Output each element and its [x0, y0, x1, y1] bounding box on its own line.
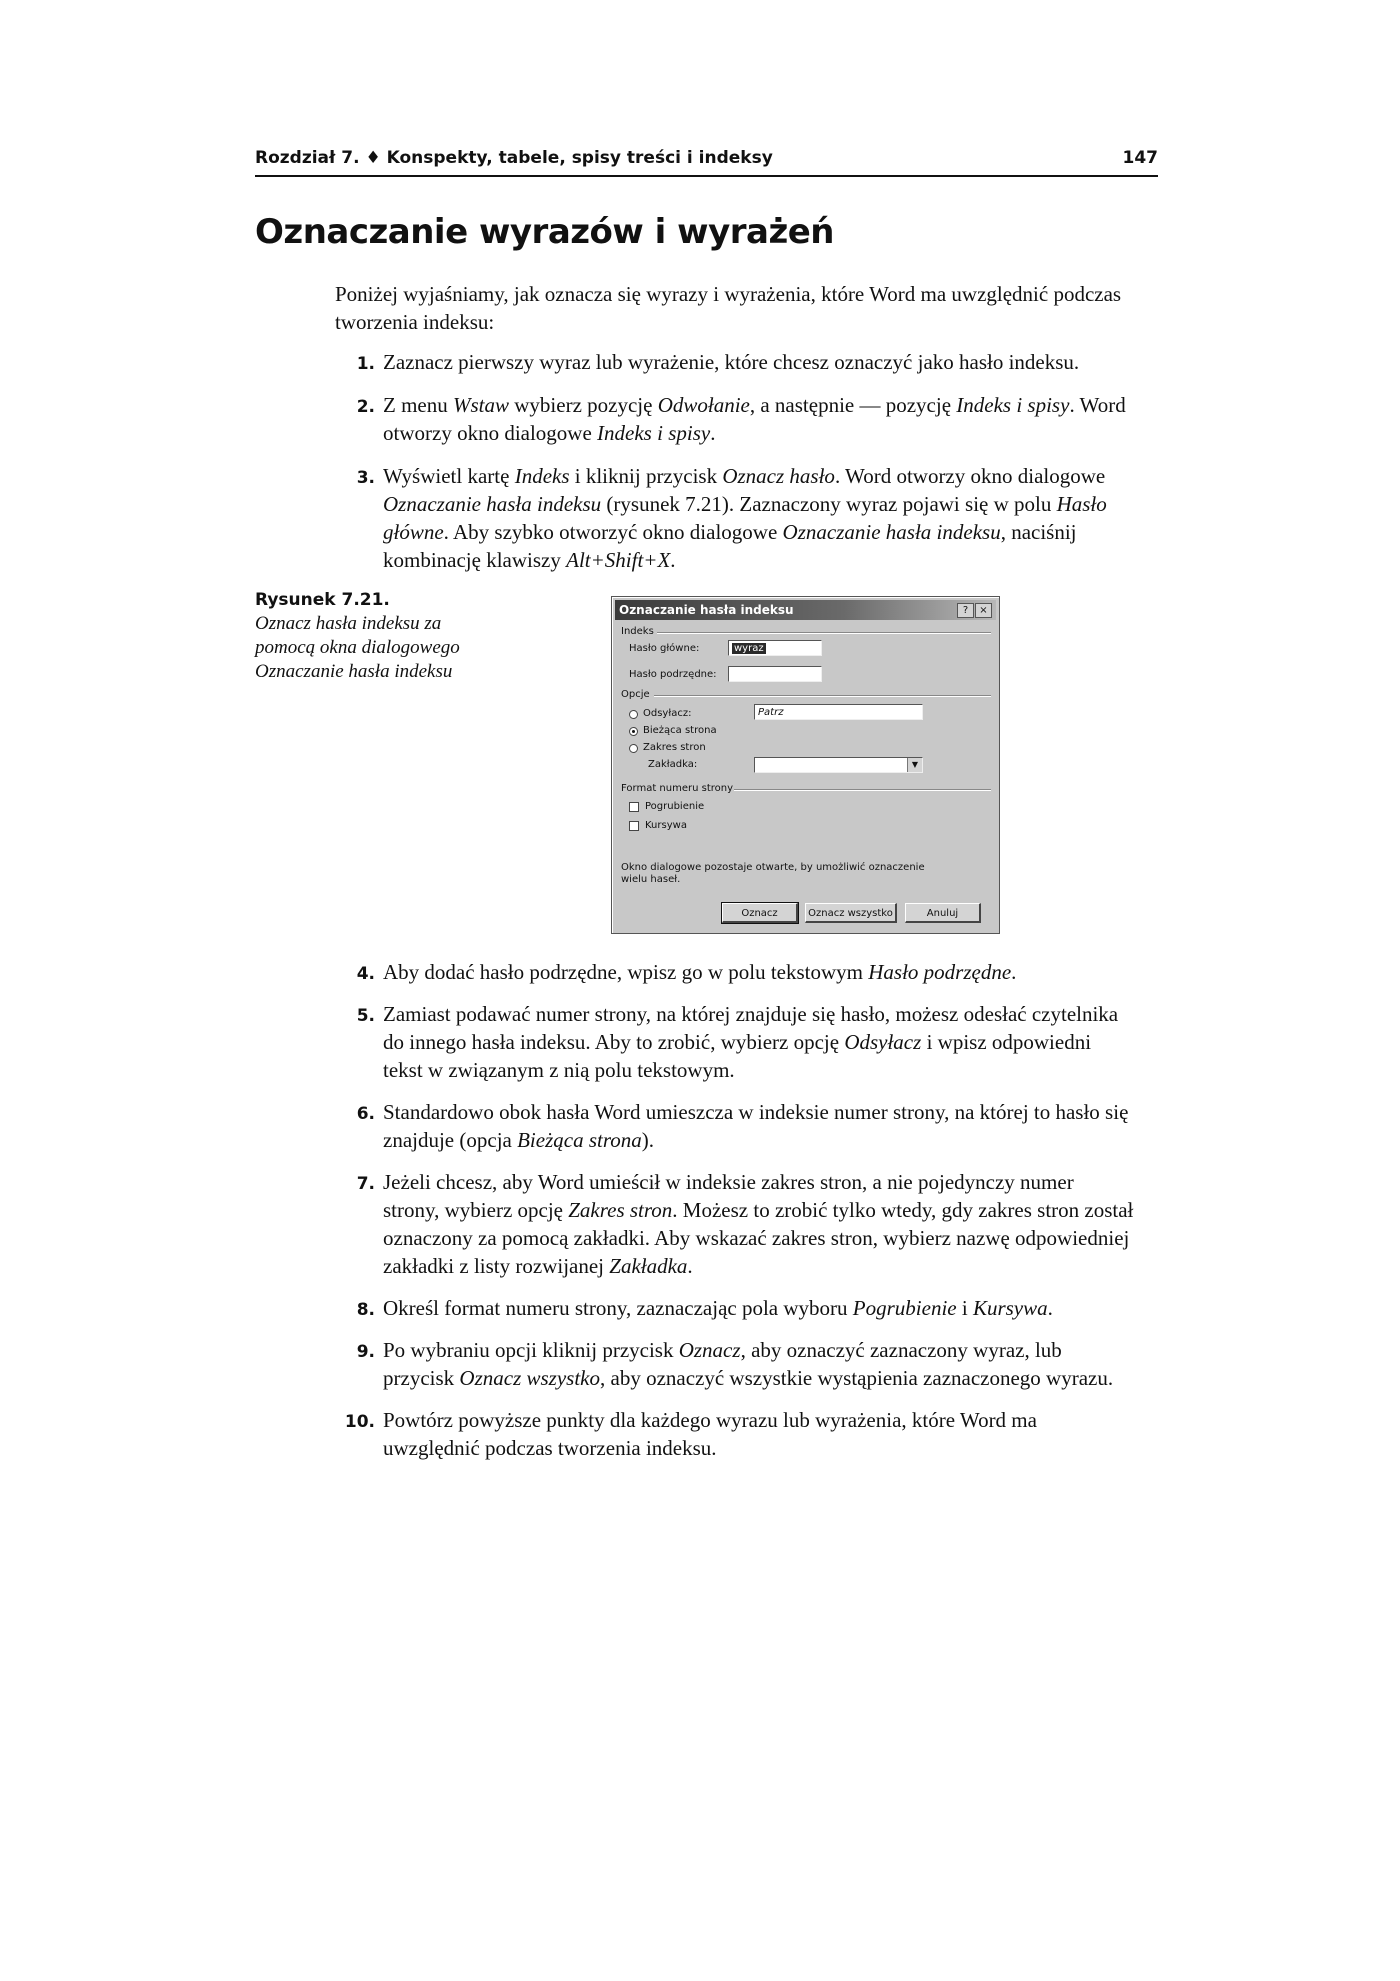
current-page-label: Bieżąca strona [643, 725, 717, 736]
step-text: ). [641, 1128, 654, 1152]
step-text: Wyświetl kartę [383, 464, 515, 488]
emphasis-text: Pogrubienie [852, 1296, 957, 1320]
list-item [335, 391, 1135, 447]
cross-reference-radio[interactable] [629, 710, 638, 719]
figure-label: Rysunek 7.21. [255, 590, 390, 610]
subentry-field[interactable] [728, 666, 822, 682]
step-text: . Aby szybko otworzyć okno dialogowe [443, 520, 783, 544]
dialog-titlebar [615, 600, 996, 620]
step-text: i [956, 1296, 973, 1320]
list-item [335, 462, 1135, 574]
step-text: i wpisz odpowiedni tekst w związanym z nią polu tekstowym. [383, 1030, 1092, 1082]
step-text: . [670, 548, 676, 572]
section-title: Oznaczanie wyrazów i wyrażeń [255, 212, 834, 252]
emphasis-text: Indeks i spisy [956, 393, 1070, 417]
help-icon[interactable]: ? [957, 603, 974, 618]
subentry-label: Hasło podrzędne: [629, 669, 717, 680]
step-text: Zamiast podawać numer strony, na której znajduje się hasło, możesz odesłać czytelnika do innego hasła indeksu. Aby to zrobić, wybierz opcję [383, 1002, 1119, 1054]
main-entry-value: wyraz [734, 643, 764, 654]
close-icon[interactable]: × [975, 603, 992, 618]
step-text: , a następnie — pozycję [749, 393, 957, 417]
group-divider [734, 789, 991, 791]
step-number: 3. [356, 468, 375, 488]
step-text: , aby oznaczyć wszystkie wystąpienia zaznaczonego wyrazu. [600, 1366, 1114, 1390]
list-item [335, 1406, 1135, 1462]
emphasis-text: Oznacz wszystko [459, 1366, 600, 1390]
list-item [335, 1000, 1135, 1084]
list-item [335, 1098, 1135, 1154]
emphasis-text: Zakres stron [568, 1198, 673, 1222]
list-item [335, 1336, 1135, 1392]
group-divider [657, 632, 991, 634]
step-text: (rysunek 7.21). Zaznaczony wyraz pojawi się w polu [601, 492, 1057, 516]
step-number: 8. [356, 1300, 375, 1320]
step-text: Po wybraniu opcji kliknij przycisk [383, 1338, 679, 1362]
emphasis-text: Hasło główne [383, 492, 1107, 544]
list-item [335, 1294, 1135, 1322]
figure-caption-text: Oznacz hasła indeksu za pomocą okna dialogowego Oznaczanie hasła indeksu [255, 613, 460, 682]
emphasis-text: Hasło podrzędne [868, 960, 1012, 984]
step-text: . [1047, 1296, 1053, 1320]
step-number: 6. [356, 1104, 375, 1124]
page-range-radio[interactable] [629, 744, 638, 753]
step-number: 9. [356, 1342, 375, 1362]
step-text: Określ format numeru strony, zaznaczając pola wyboru [383, 1296, 853, 1320]
step-text: . [710, 421, 716, 445]
step-text: . [687, 1254, 693, 1278]
emphasis-text: Oznacz [678, 1338, 741, 1362]
mark-all-button[interactable]: Oznacz wszystko [805, 903, 897, 923]
step-number: 2. [356, 397, 375, 417]
emphasis-text: Wstaw [452, 393, 509, 417]
bookmark-label: Zakładka: [648, 759, 698, 770]
emphasis-text: Kursywa [972, 1296, 1048, 1320]
bookmark-dropdown[interactable] [754, 757, 923, 773]
step-number: 7. [356, 1174, 375, 1194]
step-text: . Word otworzy okno dialogowe [834, 464, 1106, 488]
page-number: 147 [1122, 148, 1158, 168]
step-text: Jeżeli chcesz, aby Word umieścił w indeksie zakres stron, a nie pojedynczy numer strony, wybierz opcję [383, 1170, 1074, 1222]
group-divider [654, 695, 991, 697]
step-text: i kliknij przycisk [569, 464, 723, 488]
chevron-down-icon[interactable]: ▼ [907, 758, 922, 772]
dialog-note: Okno dialogowe pozostaje otwarte, by umożliwić oznaczenie wielu haseł. [621, 862, 925, 885]
step-text: Powtórz powyższe punkty dla każdego wyrazu lub wyrażenia, które Word ma uwzględnić podczas tworzenia indeksu. [383, 1408, 1037, 1460]
italic-checkbox[interactable] [629, 821, 639, 831]
page-range-label: Zakres stron [643, 742, 706, 753]
step-number: 5. [356, 1006, 375, 1026]
step-number: 10. [344, 1412, 375, 1432]
main-entry-label: Hasło główne: [629, 643, 700, 654]
step-text: Standardowo obok hasła Word umieszcza w indeksie numer strony, na której to hasło się znajduje (opcja [383, 1100, 1129, 1152]
dialog-title: Oznaczanie hasła indeksu [619, 603, 794, 617]
emphasis-text: Odwołanie [657, 393, 750, 417]
emphasis-text: Oznacz hasło [722, 464, 835, 488]
step-text: Z menu [383, 393, 453, 417]
emphasis-text: Odsyłacz [844, 1030, 922, 1054]
mark-button[interactable]: Oznacz [722, 903, 798, 923]
emphasis-text: Bieżąca strona [517, 1128, 642, 1152]
step-text: . Word otworzy okno dialogowe [383, 393, 1126, 445]
step-text: . [1011, 960, 1017, 984]
cancel-button[interactable]: Anuluj [905, 903, 981, 923]
steps-list-after-figure [335, 958, 1135, 1476]
step-text: . Możesz to zrobić tylko wtedy, gdy zakres stron został oznaczony za pomocą zakładki. Aby wskazać zakres stron, wybierz nazwę odpowiedniej zakładki z listy rozwijanej [383, 1198, 1134, 1278]
emphasis-text: Indeks i spisy [597, 421, 711, 445]
bold-checkbox[interactable] [629, 802, 639, 812]
step-number: 4. [356, 964, 375, 984]
cross-reference-label: Odsyłacz: [643, 708, 692, 719]
list-item [335, 348, 1135, 376]
list-item [335, 1168, 1135, 1280]
emphasis-text: Indeks [514, 464, 570, 488]
header-rule [255, 175, 1158, 177]
intro-paragraph: Poniżej wyjaśniamy, jak oznacza się wyrazy i wyrażenia, które Word ma uwzględnić podczas tworzenia indeksu: [335, 282, 1122, 334]
emphasis-text: Oznaczanie hasła indeksu [782, 520, 1001, 544]
cross-reference-field[interactable]: Patrz [754, 704, 923, 720]
bold-label: Pogrubienie [645, 801, 705, 812]
step-text: Zaznacz pierwszy wyraz lub wyrażenie, które chcesz oznaczyć jako hasło indeksu. [383, 350, 1080, 374]
emphasis-text: Oznaczanie hasła indeksu [383, 492, 602, 516]
list-item [335, 958, 1135, 986]
current-page-radio[interactable] [629, 727, 638, 736]
main-entry-field[interactable] [728, 640, 822, 656]
step-text: , aby oznaczyć zaznaczony wyraz, lub przycisk [383, 1338, 1062, 1390]
step-number: 1. [356, 354, 375, 374]
step-text: , naciśnij kombinację klawiszy [383, 520, 1077, 572]
figure-caption [255, 590, 465, 684]
group-label-options: Opcje [621, 689, 650, 700]
step-text: Aby dodać hasło podrzędne, wpisz go w polu tekstowym [383, 960, 869, 984]
group-label-index: Indeks [621, 626, 654, 637]
emphasis-text: Zakładka [609, 1254, 688, 1278]
group-label-page-format: Format numeru strony [621, 783, 734, 794]
steps-list-before-figure [335, 348, 1135, 589]
running-head-chapter: Rozdział 7. ♦ Konspekty, tabele, spisy treści i indeksy [255, 148, 773, 168]
italic-label: Kursywa [645, 820, 687, 831]
step-text: wybierz pozycję [509, 393, 658, 417]
index-entry-dialog [611, 596, 1000, 934]
emphasis-text: Alt+Shift+X [566, 548, 671, 572]
